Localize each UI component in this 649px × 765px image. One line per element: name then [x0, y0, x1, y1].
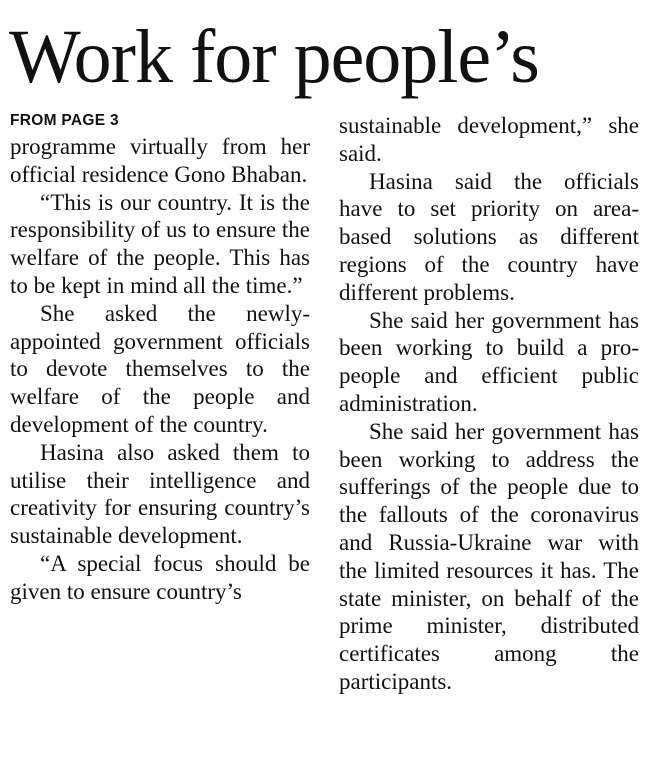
headline: Work for people’s: [9, 15, 539, 99]
paragraph: “A special focus should be given to ensure country’s: [10, 550, 310, 604]
continuation-kicker: FROM PAGE 3: [10, 112, 119, 129]
paragraph: “This is our country. It is the responsibility of us to ensure the welfare of the people. This has to be kept in mind all the time.”: [10, 189, 310, 298]
paragraph: She asked the newly-appointed government officials to devote themselves to the welfare of the people and development of the country.: [10, 300, 310, 437]
paragraph: Hasina also asked them to utilise their intelligence and creativity for ensuring country’s sustainable development.: [10, 439, 310, 549]
paragraph: She said her government has been working to address the sufferings of the people due to the fallouts of the coronavirus and Russia-Ukraine war with the limited resources it has. The state minister, on behalf of the prime minister, distributed certificates among the participants.: [339, 418, 639, 694]
paragraph: programme virtually from her official residence Gono Bhaban.: [10, 134, 310, 187]
paragraph: Hasina said the officials have to set priority on area-based solutions as different regions of the country have different problems.: [339, 168, 639, 305]
article-column-left: [10, 109, 310, 606]
paragraph: sustainable development,” she said.: [339, 113, 639, 166]
article-column-right: [339, 112, 639, 696]
paragraph: She said her government has been working to build a pro-people and efficient public administration.: [339, 307, 639, 416]
